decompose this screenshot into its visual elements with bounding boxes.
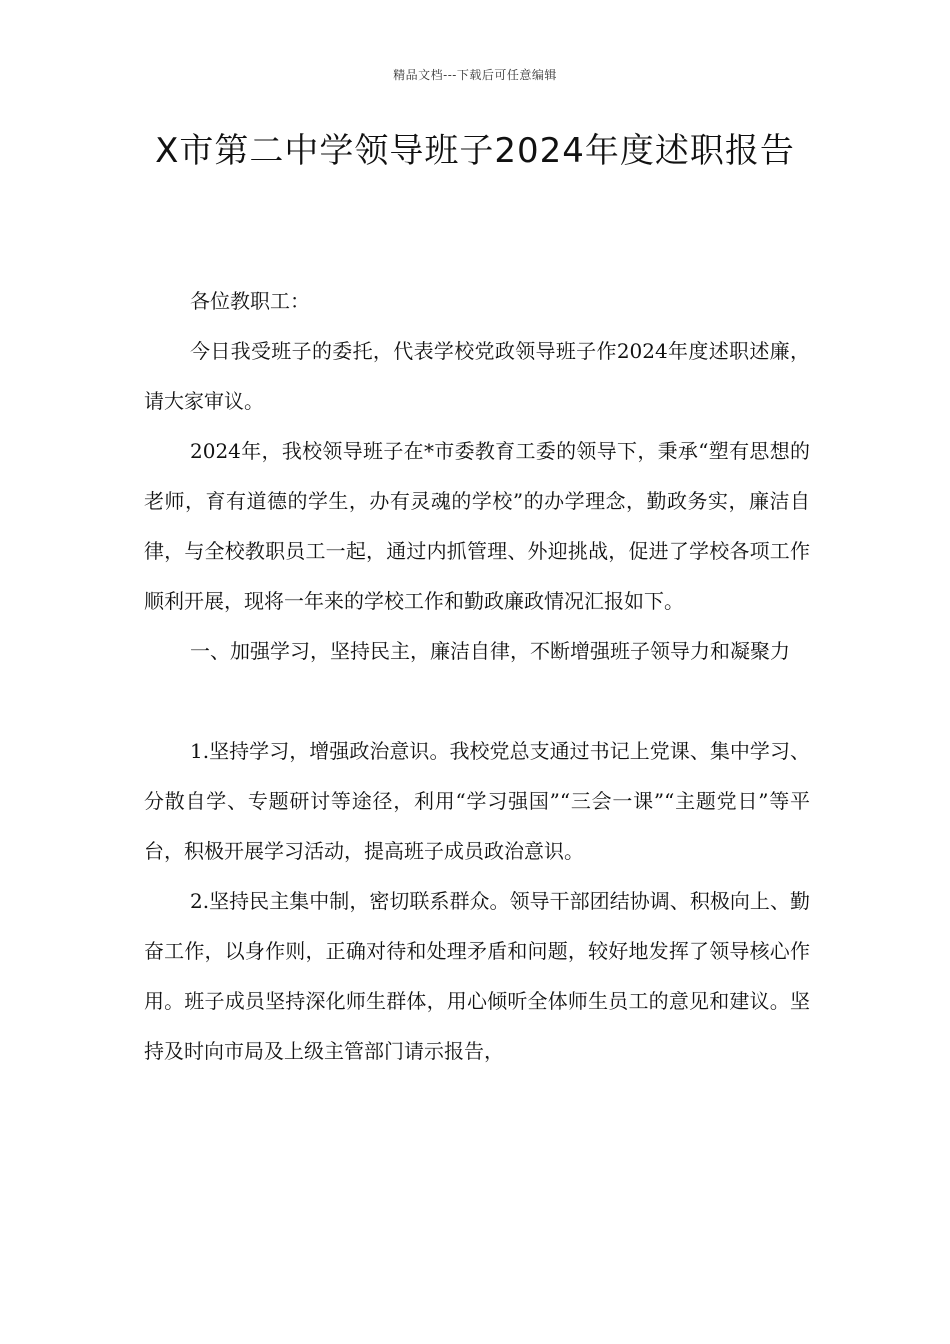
document-title: X市第二中学领导班子2024年度述职报告: [155, 131, 795, 171]
paragraph-intro: 今日我受班子的委托，代表学校党政领导班子作2024年度述职述廉，请大家审议。: [144, 339, 810, 413]
paragraph-item-1: 1.坚持学习，增强政治意识。我校党总支通过书记上党课、集中学习、分散自学、专题研讨等途径，利用“学习强国”“三会一课”“主题党日”等平台，积极开展学习活动，提高班子成员政治意识。: [144, 739, 810, 863]
section-heading-1: 一、加强学习，坚持民主，廉洁自律，不断增强班子领导力和凝聚力: [190, 639, 790, 663]
paragraph-item-2: 2.坚持民主集中制，密切联系群众。领导干部团结协调、积极向上、勤奋工作，以身作则，正确对待和处理矛盾和问题，较好地发挥了领导核心作用。班子成员坚持深化师生群体，用心倾听全体师生员工的意见和建议。坚持及时向市局及上级主管部门请示报告，: [144, 889, 810, 1063]
paragraph-overview: 2024年，我校领导班子在*市委教育工委的领导下，秉承“塑有思想的老师，育有道德的学生，办有灵魂的学校”的办学理念，勤政务实，廉洁自律，与全校教职员工一起，通过内抓管理、外迎挑战，促进了学校各项工作顺利开展，现将一年来的学校工作和勤政廉政情况汇报如下。: [144, 439, 810, 613]
document-body: [144, 276, 810, 1076]
salutation: 各位教职工：: [190, 289, 310, 313]
header-watermark: 精品文档---下载后可任意编辑: [393, 68, 557, 82]
